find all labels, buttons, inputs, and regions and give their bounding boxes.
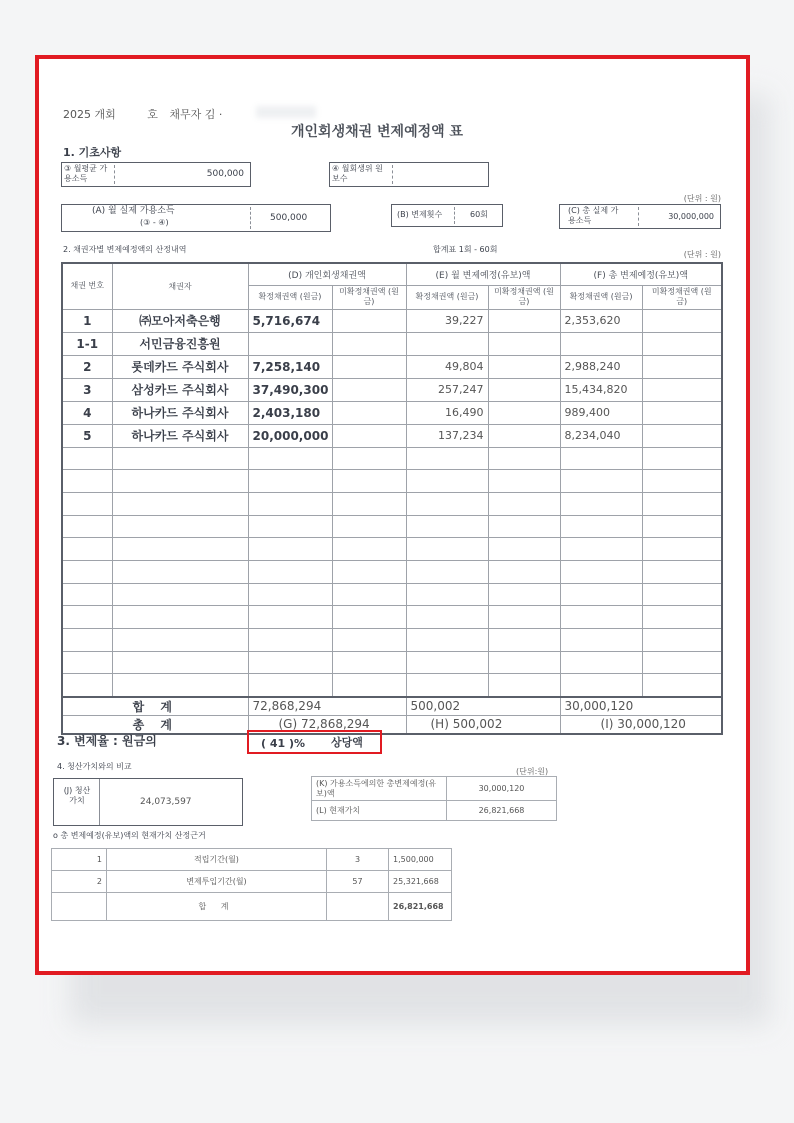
table-row (62, 332, 722, 355)
f-confirmed-header: 확정채권액 (원금) (560, 285, 642, 309)
col-creditor-header: 채권자 (112, 263, 248, 309)
c-box (559, 204, 721, 229)
row-e-unconfirmed (488, 332, 560, 355)
row-f-confirmed: 2,988,240 (560, 355, 642, 378)
k-label: (K) 가용소득에의한 총변제예정(유보)액 (312, 777, 447, 801)
redacted-block (256, 106, 316, 118)
f-unconfirmed-header: 미확정채권액 (원금) (642, 285, 722, 309)
row-f-confirmed: 8,234,040 (560, 424, 642, 447)
case-no-label: 호 (147, 108, 158, 121)
table-row (62, 401, 722, 424)
row-f-unconfirmed (642, 309, 722, 332)
e-confirmed-header: 확정채권액 (원금) (406, 285, 488, 309)
a-value: 500,000 (270, 213, 308, 223)
c-value: 30,000,000 (668, 212, 714, 221)
row-f-confirmed: 2,353,620 (560, 309, 642, 332)
empty-row (62, 606, 722, 629)
empty-row (62, 447, 722, 470)
basis-row-amount: 1,500,000 (389, 849, 452, 871)
empty-row (62, 492, 722, 515)
row-e-unconfirmed (488, 401, 560, 424)
col-f-header: (F) 총 변제예정(유보)액 (560, 263, 722, 285)
row-f-unconfirmed (642, 424, 722, 447)
row-no: 4 (62, 401, 112, 424)
basis-row-no: 1 (52, 849, 107, 871)
basis-sum-label: 합 계 (107, 893, 327, 921)
avg-income-box (61, 162, 251, 187)
empty-row (62, 560, 722, 583)
row-e-confirmed: 16,490 (406, 401, 488, 424)
row-creditor: 서민금융진흥원 (112, 332, 248, 355)
section2-unit: (단위 : 원) (683, 250, 721, 259)
row-no: 1 (62, 309, 112, 332)
repayment-table (61, 262, 723, 735)
sum-d: 72,868,294 (248, 697, 406, 716)
section4-heading: 4. 청산가치와의 비교 (57, 762, 132, 771)
empty-row (62, 651, 722, 674)
avg-income-label: ③ 월평균 가용소득 (64, 164, 108, 183)
sum-label: 합 계 (62, 697, 248, 716)
e-unconfirmed-header: 미확정채권액 (원금) (488, 285, 560, 309)
row-e-unconfirmed (488, 309, 560, 332)
empty-row (62, 583, 722, 606)
basis-sum-amount: 26,821,668 (389, 893, 452, 921)
row-e-unconfirmed (488, 355, 560, 378)
row-f-unconfirmed (642, 355, 722, 378)
total-i: (I) 30,000,120 (560, 715, 722, 734)
d-confirmed-header: 확정채권액 (원금) (248, 285, 332, 309)
sum-e: 500,002 (406, 697, 560, 716)
total-g: (G) 72,868,294 (248, 715, 406, 734)
basis-row-months: 57 (327, 871, 389, 893)
row-e-confirmed (406, 332, 488, 355)
row-f-confirmed (560, 332, 642, 355)
k-value: 30,000,120 (447, 777, 557, 801)
empty-row (62, 515, 722, 538)
section4-unit: (단위:원) (516, 767, 549, 776)
b-value: 60회 (470, 210, 488, 219)
row-e-unconfirmed (488, 378, 560, 401)
rate-suffix: 상당액 (331, 736, 363, 749)
basis-row-label: 변제투입기간(월) (107, 871, 327, 893)
document-page (35, 55, 750, 975)
col-d-header: (D) 개인회생채권액 (248, 263, 406, 285)
row-d-confirmed: 37,490,300 (248, 378, 332, 401)
row-f-confirmed: 989,400 (560, 401, 642, 424)
sum-row (62, 697, 722, 716)
table-row (62, 355, 722, 378)
section3-heading: 3. 변제율 : 원금의 (57, 734, 157, 748)
empty-row (62, 629, 722, 652)
row-d-unconfirmed (332, 355, 406, 378)
row-no: 5 (62, 424, 112, 447)
b-label: (B) 변제횟수 (397, 210, 443, 219)
row-d-unconfirmed (332, 401, 406, 424)
row-d-confirmed: 7,258,140 (248, 355, 332, 378)
row-f-unconfirmed (642, 401, 722, 424)
row-d-confirmed: 2,403,180 (248, 401, 332, 424)
rate-highlight-box (247, 730, 382, 754)
liquidation-box (53, 778, 243, 826)
col-e-header: (E) 월 변제예정(유보)액 (406, 263, 560, 285)
present-value-compare-table (311, 776, 557, 821)
section1-heading: 1. 기초사항 (63, 146, 122, 159)
case-year: 2025 (63, 108, 91, 121)
living-cost-box (329, 162, 489, 187)
section2-range: 합계표 1회 - 60회 (433, 245, 498, 254)
row-e-confirmed: 39,227 (406, 309, 488, 332)
row-creditor: 하나카드 주식회사 (112, 424, 248, 447)
row-creditor: ㈜모아저축은행 (112, 309, 248, 332)
row-creditor: 롯데카드 주식회사 (112, 355, 248, 378)
basis-row-no: 2 (52, 871, 107, 893)
debtor-name: 김 · (204, 108, 223, 121)
a-label: (A) 월 실제 가용소득 (92, 206, 175, 216)
row-d-unconfirmed (332, 332, 406, 355)
row-d-confirmed: 20,000,000 (248, 424, 332, 447)
rate-value: ( 41 )% (261, 737, 306, 750)
row-d-unconfirmed (332, 309, 406, 332)
case-header (63, 108, 222, 121)
present-value-basis-table (51, 848, 452, 921)
row-e-confirmed: 257,247 (406, 378, 488, 401)
empty-row (62, 538, 722, 561)
living-cost-label: ④ 월회생위 원 보수 (332, 164, 383, 183)
row-no: 1-1 (62, 332, 112, 355)
section2-heading: 2. 채권자별 변제예정액의 산정내역 (63, 245, 187, 254)
page-title: 개인회생채권 변제예정액 표 (291, 124, 464, 140)
row-e-confirmed: 49,804 (406, 355, 488, 378)
row-creditor: 하나카드 주식회사 (112, 401, 248, 424)
row-f-unconfirmed (642, 332, 722, 355)
table-row (62, 424, 722, 447)
row-creditor: 삼성카드 주식회사 (112, 378, 248, 401)
l-value: 26,821,668 (447, 801, 557, 821)
a-formula: (③ - ④) (140, 218, 169, 227)
row-no: 2 (62, 355, 112, 378)
c-label: (C) 총 실제 가용소득 (568, 206, 619, 225)
row-f-confirmed: 15,434,820 (560, 378, 642, 401)
l-label: (L) 현재가치 (312, 801, 447, 821)
a-box (61, 204, 331, 232)
basis-row-amount: 25,321,668 (389, 871, 452, 893)
case-type: 개회 (94, 108, 116, 121)
basis-row-months: 3 (327, 849, 389, 871)
debtor-label: 채무자 (169, 108, 202, 121)
empty-row (62, 674, 722, 697)
total-h: (H) 500,002 (406, 715, 560, 734)
row-d-unconfirmed (332, 424, 406, 447)
row-d-confirmed: 5,716,674 (248, 309, 332, 332)
col-no-header: 채권 번호 (62, 263, 112, 309)
total-label: 총 계 (62, 715, 248, 734)
table-row (62, 309, 722, 332)
row-no: 3 (62, 378, 112, 401)
empty-row (62, 470, 722, 493)
row-f-unconfirmed (642, 378, 722, 401)
j-label: (J) 청산 가치 (63, 786, 91, 806)
row-e-confirmed: 137,234 (406, 424, 488, 447)
d-unconfirmed-header: 미확정채권액 (원금) (332, 285, 406, 309)
b-box (391, 204, 503, 227)
section5-heading: o 총 변제예정(유보)액의 현재가치 산정근거 (53, 831, 206, 840)
j-value: 24,073,597 (140, 797, 192, 807)
avg-income-value: 500,000 (206, 169, 244, 179)
total-row (62, 715, 722, 734)
row-e-unconfirmed (488, 424, 560, 447)
section1-unit: (단위 : 원) (683, 194, 721, 203)
sum-f: 30,000,120 (560, 697, 722, 716)
table-row (62, 378, 722, 401)
row-d-confirmed (248, 332, 332, 355)
row-d-unconfirmed (332, 378, 406, 401)
basis-row-label: 적립기간(월) (107, 849, 327, 871)
